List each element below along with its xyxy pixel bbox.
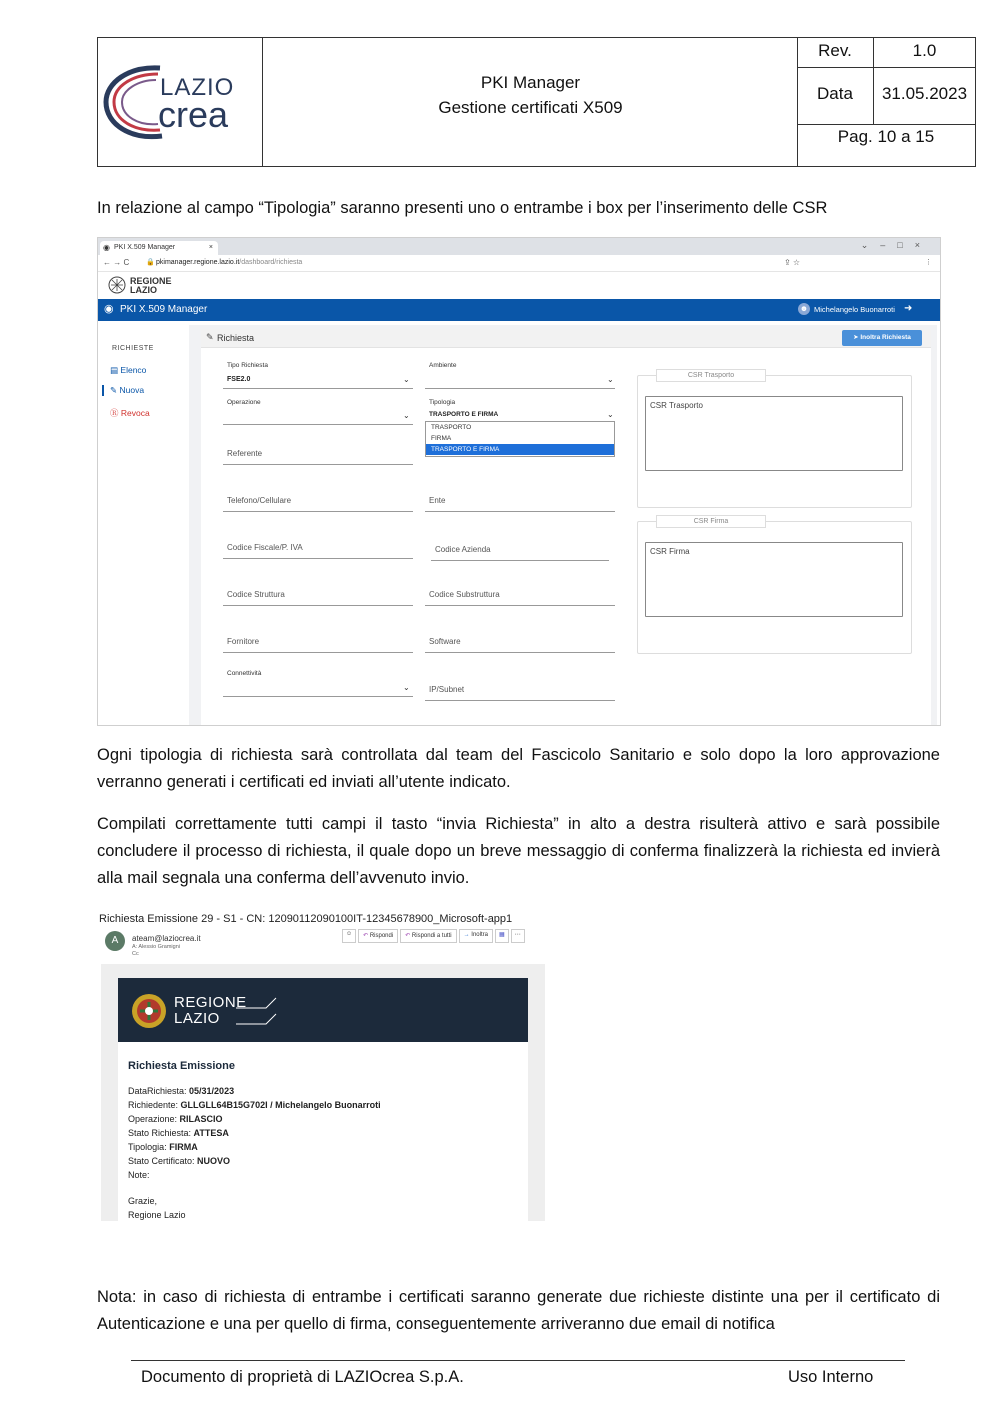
dropdown-option[interactable]: TRASPORTO	[431, 424, 472, 431]
emoji-icon[interactable]: ☺	[342, 929, 356, 943]
connettivita-label: Connettività	[227, 670, 262, 677]
csr-trasporto-textarea[interactable]: CSR Trasporto	[645, 396, 903, 471]
detail-row	[128, 1154, 381, 1168]
codice-struttura-underline	[223, 605, 413, 606]
user-name[interactable]: Michelangelo Buonarroti	[814, 305, 895, 314]
software-underline	[425, 652, 615, 653]
close-tab-icon[interactable]: ×	[208, 244, 213, 251]
card-header	[201, 329, 931, 348]
footer-left: Documento di proprietà di LAZIOcrea S.p.A.	[141, 1368, 464, 1386]
dropdown-option-selected[interactable]: TRASPORTO E FIRMA	[426, 444, 614, 455]
sidebar-item-label: Nuova	[119, 385, 145, 395]
mail-action-bar	[342, 929, 525, 943]
address-bar[interactable]	[98, 255, 940, 272]
sidebar-heading: RICHIESTE	[112, 345, 154, 352]
date-value: 31.05.2023	[881, 84, 968, 103]
sender-avatar	[105, 931, 125, 951]
title-line-2: Gestione certificati X509	[438, 98, 623, 117]
sidebar-item-elenco[interactable]	[110, 365, 146, 376]
url-path: /dashboard/richiesta	[239, 259, 303, 266]
detail-label: Richiedente:	[128, 1100, 181, 1110]
referente-input[interactable]: Referente	[227, 449, 263, 458]
main-content	[189, 325, 937, 725]
tab-title: PKI X.509 Manager	[114, 244, 176, 251]
footer-right: Uso Interno	[788, 1368, 874, 1386]
tipo-richiesta-select[interactable]	[223, 388, 413, 389]
detail-label: Operazione:	[128, 1114, 180, 1124]
document-header-table	[97, 37, 976, 167]
email-content	[118, 1042, 528, 1221]
document-title	[263, 70, 798, 120]
laziocrea-logo	[98, 38, 262, 166]
ambiente-label: Ambiente	[429, 362, 457, 369]
codice-struttura-input[interactable]: Codice Struttura	[227, 590, 285, 599]
tipologia-dropdown	[425, 421, 615, 457]
regione-emblem-icon	[130, 992, 168, 1030]
codice-azienda-underline	[431, 560, 609, 561]
ente-input[interactable]: Ente	[429, 496, 446, 505]
detail-row	[128, 1140, 381, 1154]
closing-thanks: Grazie,	[128, 1196, 158, 1206]
intro-paragraph: In relazione al campo “Tipologia” saranno presenti uno o entrambe i box per l’inserimento delle CSR	[97, 199, 828, 217]
tipologia-label: Tipologia	[429, 399, 456, 406]
dropdown-option[interactable]: FIRMA	[431, 435, 452, 442]
detail-row	[128, 1084, 381, 1098]
cc-line: Cc	[132, 951, 139, 957]
logo-text-crea: crea	[158, 94, 229, 135]
sidebar-item-label: Elenco	[120, 365, 147, 375]
edit-icon: ✎	[110, 385, 118, 395]
menu-dots-icon[interactable]: ⋮	[925, 259, 932, 266]
url-host: pkimanager.regione.lazio.it	[156, 259, 240, 266]
teams-icon[interactable]: ▦	[495, 929, 509, 943]
detail-row	[128, 1168, 381, 1182]
button-label: Inoltra Richiesta	[860, 334, 911, 341]
url-text	[156, 255, 302, 271]
title-line-1: PKI Manager	[480, 73, 581, 92]
app-logo-icon: ◉	[104, 303, 114, 315]
user-avatar-icon: ☻	[799, 304, 809, 313]
fornitore-underline	[223, 652, 413, 653]
recipient-line: A: Alessio Gramigni	[132, 944, 180, 950]
reply-all-button[interactable]	[400, 929, 456, 943]
chevron-down-icon[interactable]: ⌄	[607, 410, 614, 419]
paragraph-submit: Compilati correttamente tutti campi il tasto “invia Richiesta” in alto a destra risulterà attivo e sarà possibile concludere il processo di richiesta, il quale dopo un breve messaggio di conferma finalizzerà la richiesta ed invierà alla mail segnala una conferma dell’avvenuto invio.	[97, 815, 940, 887]
user-key-icon: ◉	[103, 243, 110, 252]
detail-value: RILASCIO	[179, 1114, 223, 1124]
codice-fiscale-underline	[223, 558, 413, 559]
page-number: Pag. 10 a 15	[837, 127, 935, 146]
reply-all-label: Rispondi a tutti	[411, 933, 452, 939]
csr-trasporto-legend: CSR Trasporto	[656, 369, 766, 382]
revoke-icon: Ⓡ	[110, 408, 119, 418]
app-navbar	[98, 299, 940, 321]
ip-subnet-underline	[425, 700, 615, 701]
browser-tab[interactable]	[100, 241, 218, 255]
email-details	[128, 1084, 381, 1221]
regione-lazio-banner	[118, 978, 528, 1042]
send-icon: ➤	[853, 334, 859, 341]
detail-value: NUOVO	[197, 1156, 231, 1166]
sidebar-item-label: Revoca	[120, 408, 150, 418]
detail-row	[128, 1112, 381, 1126]
detail-label: Tipologia:	[128, 1142, 170, 1152]
regione-lazio-brand	[98, 272, 940, 299]
browser-tab-bar	[98, 238, 940, 255]
email-screenshot	[97, 907, 549, 1221]
forward-icon: →	[463, 932, 470, 938]
sidebar-item-revoca[interactable]	[110, 407, 150, 419]
nota-paragraph: Nota: in caso di richiesta di entrambe i certificati saranno generate due richieste distinte una per il certificato di Autenticazione e una per quello di firma, conseguentemente arriveranno due email di notifica	[97, 1288, 940, 1333]
software-input[interactable]: Software	[429, 637, 461, 646]
list-icon: ▤	[110, 365, 119, 375]
footer-divider	[131, 1360, 905, 1361]
richiesta-card	[201, 329, 931, 726]
logout-icon[interactable]: ➜	[904, 303, 913, 314]
referente-underline	[223, 464, 413, 465]
detail-row	[128, 1126, 381, 1140]
operazione-label: Operazione	[227, 399, 261, 406]
banner-line-1: REGIONE	[174, 994, 247, 1011]
tipo-richiesta-value[interactable]: FSE2.0	[227, 376, 251, 383]
inoltra-richiesta-button[interactable]	[842, 330, 922, 346]
codice-azienda-input[interactable]: Codice Azienda	[435, 545, 491, 554]
chevron-down-icon[interactable]: ⌄	[607, 375, 614, 384]
rev-label: Rev.	[818, 41, 852, 60]
detail-value: FIRMA	[169, 1142, 198, 1152]
email-subject: Richiesta Emissione 29 - S1 - CN: 12090112090100IT-12345678900_Microsoft-app1	[99, 913, 513, 925]
csr-firma-legend: CSR Firma	[656, 515, 766, 528]
codice-substruttura-underline	[425, 605, 615, 606]
csr-firma-textarea[interactable]: CSR Firma	[645, 542, 903, 617]
chevron-down-icon[interactable]: ⌄	[403, 411, 410, 420]
sidebar-item-nuova[interactable]	[102, 385, 144, 396]
avatar-letter: A	[111, 935, 119, 946]
rev-value: 1.0	[912, 41, 937, 60]
email-heading: Richiesta Emissione	[128, 1060, 235, 1072]
app-title[interactable]: PKI X.509 Manager	[120, 304, 208, 315]
logo-text-lazio: LAZIO	[160, 74, 235, 101]
closing-signature: Regione Lazio	[128, 1210, 186, 1220]
banner-lines-decoration	[236, 996, 286, 1026]
ambiente-select[interactable]	[425, 388, 615, 389]
date-label: Data	[817, 84, 853, 103]
brand-line-2: LAZIO	[130, 285, 157, 295]
detail-value: GLLGLL64B15G702I / Michelangelo Buonarroti	[180, 1100, 381, 1110]
regione-emblem-icon	[108, 276, 126, 294]
detail-row	[128, 1098, 381, 1112]
chevron-down-icon[interactable]: ⌄	[403, 375, 410, 384]
lock-icon: 🔒	[146, 259, 155, 266]
more-icon[interactable]: ⋯	[511, 929, 525, 943]
ente-underline	[425, 511, 615, 512]
codice-substruttura-input[interactable]: Codice Substruttura	[429, 590, 500, 599]
codice-fiscale-input[interactable]: Codice Fiscale/P. IVA	[227, 543, 303, 552]
detail-label: DataRichiesta:	[128, 1086, 190, 1096]
detail-label: Stato Certificato:	[128, 1156, 198, 1166]
detail-label: Note:	[128, 1170, 150, 1180]
operazione-select[interactable]	[223, 424, 413, 425]
pki-form-screenshot	[97, 237, 941, 726]
forward-button[interactable]	[459, 929, 493, 943]
tipo-richiesta-label: Tipo Richiesta	[227, 362, 268, 369]
forward-label: Inoltra	[471, 932, 488, 938]
reply-button[interactable]	[358, 929, 398, 943]
telefono-underline	[223, 511, 413, 512]
reply-icon: ↶	[363, 933, 369, 939]
detail-value: ATTESA	[193, 1128, 229, 1138]
email-body	[101, 964, 545, 1221]
share-star-icon[interactable]: ⇪ ☆	[784, 258, 801, 267]
ip-subnet-input[interactable]: IP/Subnet	[429, 685, 465, 694]
detail-label: Stato Richiesta:	[128, 1128, 194, 1138]
window-controls[interactable]: ⌄–□×	[860, 240, 932, 250]
edit-icon: ✎	[206, 332, 214, 342]
chevron-down-icon[interactable]: ⌄	[403, 683, 410, 692]
banner-line-2: LAZIO	[174, 1010, 220, 1027]
fornitore-input[interactable]: Fornitore	[227, 637, 260, 646]
paragraph-approval: Ogni tipologia di richiesta sarà controllata dal team del Fascicolo Sanitario e solo dopo la loro approvazione verranno generati i certificati ed inviati all’utente indicato.	[97, 746, 940, 791]
nav-arrows-icon[interactable]: ← → C	[103, 258, 130, 267]
connettivita-select[interactable]	[223, 696, 413, 697]
reply-all-icon: ↶	[405, 933, 411, 939]
brand-line-1: REGIONE	[130, 276, 172, 286]
sidebar	[102, 325, 186, 725]
detail-value: 05/31/2023	[189, 1086, 235, 1096]
page-title: Richiesta	[217, 333, 255, 343]
sender-email[interactable]: ateam@laziocrea.it	[132, 934, 201, 943]
telefono-input[interactable]: Telefono/Cellulare	[227, 496, 292, 505]
tipologia-value[interactable]: TRASPORTO E FIRMA	[429, 411, 499, 418]
reply-label: Rispondi	[369, 933, 394, 939]
